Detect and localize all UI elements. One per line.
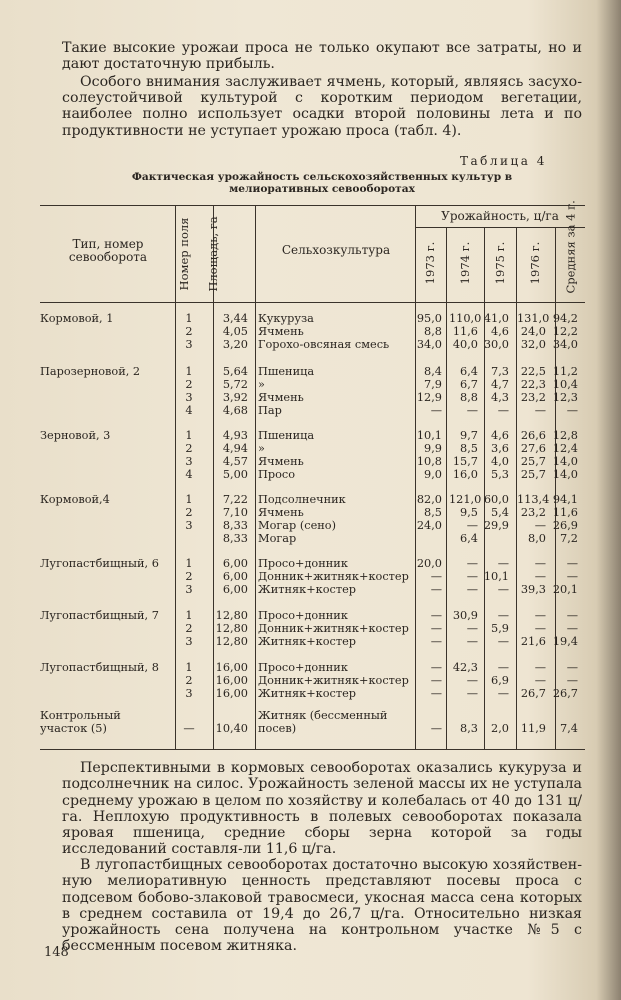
rotation-type-label: Кормовой,4 xyxy=(40,493,110,506)
header-rotation-type: Тип, номер севооборота xyxy=(68,237,148,264)
yield-1974-cell: — xyxy=(466,519,478,532)
crop-cell: » xyxy=(258,442,265,455)
yield-1976-cell: — xyxy=(534,570,546,583)
yield-1973-cell: 7,9 xyxy=(424,378,442,391)
yield-average-cell: 26,9 xyxy=(552,519,578,532)
area-cell: 4,68 xyxy=(222,404,248,417)
yield-1974-cell: 8,8 xyxy=(460,391,478,404)
yield-1976-cell: 22,5 xyxy=(520,365,546,378)
yield-1975-cell: 4,6 xyxy=(491,325,509,338)
crop-cell: Просо+донник xyxy=(258,557,348,570)
yield-1974-cell: — xyxy=(466,622,478,635)
table-top-rule xyxy=(40,205,585,206)
table-title: Фактическая урожайность сельскохозяйственных культур в мелиоративных севооборотах xyxy=(131,171,513,195)
yield-average-cell: 7,4 xyxy=(560,722,578,735)
header-year-1976: 1976 г. xyxy=(528,241,542,285)
area-cell: 10,40 xyxy=(215,722,248,735)
table-row xyxy=(40,429,585,442)
area-cell: 7,10 xyxy=(222,506,248,519)
yield-average-cell: 12,8 xyxy=(552,429,578,442)
yield-average-cell: — xyxy=(566,404,578,417)
yield-1976-cell: 26,6 xyxy=(520,429,546,442)
yield-1973-cell: 24,0 xyxy=(416,519,442,532)
header-yield: Урожайность, ц/га xyxy=(441,209,559,223)
yield-1976-cell: 25,7 xyxy=(520,468,546,481)
yield-1973-cell: 10,1 xyxy=(416,429,442,442)
yield-1976-cell: 27,6 xyxy=(520,442,546,455)
yield-1976-cell: 113,4 xyxy=(517,493,550,506)
yield-1974-cell: 121,0 xyxy=(449,493,482,506)
area-cell: 5,00 xyxy=(222,468,248,481)
rotation-type-label: Контрольный участок (5) xyxy=(40,709,121,735)
field-number-cell: 4 xyxy=(185,468,193,481)
header-year-1973: 1973 г. xyxy=(423,241,437,285)
yield-1973-cell: — xyxy=(430,687,442,700)
area-cell: 5,64 xyxy=(222,365,248,378)
yield-1974-cell: 110,0 xyxy=(449,312,482,325)
field-number-cell: 2 xyxy=(185,570,193,583)
yield-1973-cell: — xyxy=(430,674,442,687)
table-row xyxy=(40,570,585,583)
field-number-cell: 4 xyxy=(185,404,193,417)
yield-1973-cell: — xyxy=(430,622,442,635)
field-number-cell: 1 xyxy=(185,312,193,325)
field-number-cell: 2 xyxy=(185,622,193,635)
yield-average-cell: 12,3 xyxy=(552,391,578,404)
field-number-cell: 1 xyxy=(185,661,193,674)
yield-1975-cell: — xyxy=(497,557,509,570)
yield-1974-cell: — xyxy=(466,674,478,687)
paragraph-barley: Особого внимания заслуживает ячмень, который, являясь засухо-солеустойчивой культурой с коротким периодом вегетации, наиболее полно использует осадки второй половины лета и по продуктивности не уступает урожаю проса (табл. 4). xyxy=(62,74,582,139)
table-row xyxy=(40,442,585,455)
yield-1976-cell: — xyxy=(534,609,546,622)
yield-1973-cell: — xyxy=(430,404,442,417)
yield-average-cell: 11,6 xyxy=(552,506,578,519)
crop-cell: Ячмень xyxy=(258,455,304,468)
header-crop: Сельхозкультура xyxy=(281,243,391,257)
yield-average-cell: 94,2 xyxy=(552,312,578,325)
yield-1974-cell: 8,5 xyxy=(460,442,478,455)
area-cell: 4,57 xyxy=(222,455,248,468)
yield-average-cell: 34,0 xyxy=(552,338,578,351)
field-number-cell: 1 xyxy=(185,493,193,506)
header-field-number: Номер поля xyxy=(177,217,191,291)
yield-1974-cell: 16,0 xyxy=(452,468,478,481)
area-cell: 4,94 xyxy=(222,442,248,455)
yield-1973-cell: 20,0 xyxy=(416,557,442,570)
area-cell: 3,92 xyxy=(222,391,248,404)
yield-1974-cell: 6,7 xyxy=(460,378,478,391)
crop-cell: Подсолнечник xyxy=(258,493,346,506)
table-row xyxy=(40,519,585,532)
area-cell: 6,00 xyxy=(222,570,248,583)
table-row xyxy=(40,583,585,596)
yield-average-cell: — xyxy=(566,570,578,583)
area-cell: 3,20 xyxy=(222,338,248,351)
field-number-cell: 2 xyxy=(185,674,193,687)
field-number-cell: 2 xyxy=(185,325,193,338)
yield-1976-cell: 24,0 xyxy=(520,325,546,338)
yield-average-cell: — xyxy=(566,674,578,687)
yield-1976-cell: 8,0 xyxy=(528,532,546,545)
yield-1976-cell: — xyxy=(534,519,546,532)
yield-1974-cell: 6,4 xyxy=(460,365,478,378)
rotation-type-label: Лугопастбищный, 8 xyxy=(40,661,159,674)
crop-cell: Ячмень xyxy=(258,506,304,519)
field-number-cell: 3 xyxy=(185,455,193,468)
field-number-cell: 1 xyxy=(185,429,193,442)
area-cell: 12,80 xyxy=(215,622,248,635)
yield-1974-cell: — xyxy=(466,635,478,648)
crop-cell: Горохо-овсяная смесь xyxy=(258,338,390,351)
area-cell: 4,05 xyxy=(222,325,248,338)
table-row xyxy=(40,661,585,674)
yield-1974-cell: 8,3 xyxy=(460,722,478,735)
yield-average-cell: 26,7 xyxy=(552,687,578,700)
field-number-cell: 2 xyxy=(185,378,193,391)
yield-1973-cell: 8,4 xyxy=(424,365,442,378)
crop-cell: Кукуруза xyxy=(258,312,314,325)
table-row xyxy=(40,391,585,404)
table-row xyxy=(40,609,585,622)
table-row xyxy=(40,557,585,570)
table-row xyxy=(40,338,585,351)
yield-1973-cell: 12,9 xyxy=(416,391,442,404)
yield-1973-cell: 9,0 xyxy=(424,468,442,481)
yield-1973-cell: — xyxy=(430,635,442,648)
rotation-type-label: Кормовой, 1 xyxy=(40,312,114,325)
area-cell: 12,80 xyxy=(215,635,248,648)
yield-1975-cell: 5,4 xyxy=(491,506,509,519)
field-number-cell: 2 xyxy=(185,506,193,519)
table-row xyxy=(40,325,585,338)
yield-1976-cell: 23,2 xyxy=(520,391,546,404)
field-number-cell: 3 xyxy=(185,338,193,351)
yield-average-cell: 14,0 xyxy=(552,455,578,468)
crop-cell: Просо+донник xyxy=(258,609,348,622)
table-row xyxy=(40,622,585,635)
area-cell: 16,00 xyxy=(215,674,248,687)
area-cell: 16,00 xyxy=(215,661,248,674)
crop-cell: Пшеница xyxy=(258,429,315,442)
yield-1975-cell: 4,0 xyxy=(491,455,509,468)
table-row xyxy=(40,709,585,735)
field-number-cell: 1 xyxy=(185,557,193,570)
yield-1975-cell: 2,0 xyxy=(491,722,509,735)
table-row xyxy=(40,635,585,648)
header-area: Площадь, га xyxy=(206,216,220,292)
area-cell: 16,00 xyxy=(215,687,248,700)
area-cell: 6,00 xyxy=(222,583,248,596)
yield-1975-cell: 5,3 xyxy=(491,468,509,481)
table-number: Таблица 4 xyxy=(460,154,547,168)
crop-cell: Житняк+костер xyxy=(258,583,357,596)
crop-cell: Ячмень xyxy=(258,325,304,338)
yield-1973-cell: 8,8 xyxy=(424,325,442,338)
yield-1973-cell: 82,0 xyxy=(416,493,442,506)
field-number-cell: 3 xyxy=(185,391,193,404)
yield-1975-cell: 10,1 xyxy=(483,570,509,583)
yield-1974-cell: 42,3 xyxy=(452,661,478,674)
yield-1973-cell: 10,8 xyxy=(416,455,442,468)
crop-cell: » xyxy=(258,378,265,391)
header-year-1974: 1974 г. xyxy=(458,241,472,285)
yield-1975-cell: 4,6 xyxy=(491,429,509,442)
table-row xyxy=(40,532,585,545)
crop-cell: Просо+донник xyxy=(258,661,348,674)
yield-1974-cell: 9,7 xyxy=(460,429,478,442)
field-number-cell: 3 xyxy=(185,519,193,532)
rotation-type-label: Парозерновой, 2 xyxy=(40,365,141,378)
crop-cell: Житняк+костер xyxy=(258,635,357,648)
table-row xyxy=(40,365,585,378)
crop-cell: Ячмень xyxy=(258,391,304,404)
yield-average-cell: 20,1 xyxy=(552,583,578,596)
yield-1974-cell: — xyxy=(466,404,478,417)
yield-1974-cell: — xyxy=(466,583,478,596)
field-number-cell: 3 xyxy=(185,687,193,700)
yield-1976-cell: 23,2 xyxy=(520,506,546,519)
rotation-type-label: Зерновой, 3 xyxy=(40,429,111,442)
yield-average-cell: 10,4 xyxy=(552,378,578,391)
rotation-type-label: Лугопастбищный, 6 xyxy=(40,557,159,570)
yield-1974-cell: 40,0 xyxy=(452,338,478,351)
field-number-cell: 3 xyxy=(185,583,193,596)
field-number-cell: — xyxy=(183,722,195,735)
crop-cell: Пар xyxy=(258,404,282,417)
paragraph-pasture: В лугопастбищных севооборотах достаточно высокую хозяйствен-ную мелиоративную ценность представляют посевы проса с подсевом бобово-злаковой травосмеси, укосная масса сена которых в среднем составила от 19,4 до 26,7 ц/га. Относительно низкая урожайность сена получена на контрольном участке №5 с бессменным посевом житняка. xyxy=(62,857,582,955)
yield-1976-cell: — xyxy=(534,557,546,570)
yield-average-cell: — xyxy=(566,609,578,622)
table-header-rule xyxy=(40,302,585,303)
yield-1975-cell: 29,9 xyxy=(483,519,509,532)
yield-average-cell: — xyxy=(566,557,578,570)
yield-1974-cell: 11,6 xyxy=(452,325,478,338)
yield-1975-cell: 4,7 xyxy=(491,378,509,391)
yield-1976-cell: 39,3 xyxy=(520,583,546,596)
yield-1975-cell: — xyxy=(497,609,509,622)
yield-average-cell: — xyxy=(566,661,578,674)
yield-1975-cell: — xyxy=(497,687,509,700)
crop-cell: Житняк (бессменный посев) xyxy=(258,709,388,735)
yield-1976-cell: 22,3 xyxy=(520,378,546,391)
yield-average-cell: 7,2 xyxy=(560,532,578,545)
area-cell: 6,00 xyxy=(222,557,248,570)
yield-average-cell: 94,1 xyxy=(552,493,578,506)
yield-1976-cell: 25,7 xyxy=(520,455,546,468)
crop-cell: Просо xyxy=(258,468,296,481)
yield-1975-cell: 3,6 xyxy=(491,442,509,455)
yield-1973-cell: 8,5 xyxy=(424,506,442,519)
yield-1973-cell: 9,9 xyxy=(424,442,442,455)
area-cell: 7,22 xyxy=(222,493,248,506)
yield-1973-cell: — xyxy=(430,722,442,735)
field-number-cell: 3 xyxy=(185,635,193,648)
area-cell: 3,44 xyxy=(222,312,248,325)
yield-1975-cell: — xyxy=(497,404,509,417)
field-number-cell: 2 xyxy=(185,442,193,455)
yield-average-cell: 11,2 xyxy=(552,365,578,378)
crop-cell: Пшеница xyxy=(258,365,315,378)
yield-1975-cell: 7,3 xyxy=(491,365,509,378)
field-number-cell: 1 xyxy=(185,365,193,378)
yield-1973-cell: — xyxy=(430,661,442,674)
area-cell: 5,72 xyxy=(222,378,248,391)
table-row xyxy=(40,455,585,468)
area-cell: 8,33 xyxy=(222,519,248,532)
header-year-1975: 1975 г. xyxy=(493,241,507,285)
crop-cell: Донник+житняк+костер xyxy=(258,674,409,687)
yield-1975-cell: 30,0 xyxy=(483,338,509,351)
paragraph-intro: Такие высокие урожаи проса не только окупают все затраты, но и дают достаточную прибыль. xyxy=(62,40,582,73)
yield-1973-cell: 95,0 xyxy=(416,312,442,325)
yield-average-cell: 12,4 xyxy=(552,442,578,455)
yield-1974-cell: 6,4 xyxy=(460,532,478,545)
field-number-cell: 1 xyxy=(185,609,193,622)
table-bottom-rule xyxy=(40,749,585,750)
table-row xyxy=(40,404,585,417)
crop-cell: Житняк+костер xyxy=(258,687,357,700)
yield-1975-cell: 5,9 xyxy=(491,622,509,635)
table-row xyxy=(40,493,585,506)
crop-cell: Донник+житняк+костер xyxy=(258,570,409,583)
yield-1974-cell: — xyxy=(466,687,478,700)
table-row xyxy=(40,506,585,519)
table-row xyxy=(40,378,585,391)
yield-1974-cell: 9,5 xyxy=(460,506,478,519)
yield-1976-cell: — xyxy=(534,661,546,674)
yield-1976-cell: 32,0 xyxy=(520,338,546,351)
yield-1976-cell: 21,6 xyxy=(520,635,546,648)
yield-1976-cell: — xyxy=(534,622,546,635)
yield-1973-cell: 34,0 xyxy=(416,338,442,351)
yield-1974-cell: — xyxy=(466,557,478,570)
crop-cell: Могар (сено) xyxy=(258,519,337,532)
yield-average-cell: 19,4 xyxy=(552,635,578,648)
yield-average-cell: 14,0 xyxy=(552,468,578,481)
crop-cell: Могар xyxy=(258,532,297,545)
yield-1974-cell: 15,7 xyxy=(452,455,478,468)
yield-average-cell: 12,2 xyxy=(552,325,578,338)
paragraph-forage: Перспективными в кормовых севооборотах оказались кукуруза и подсолнечник на силос. Урожайность зеленой массы их не уступала среднему урожаю в целом по хозяйству и колебалась от 40 до 131 ц/га. Неплохую продуктивность в полевых севооборотах показала яровая пшеница, средние сборы зерна которой за годы исследований составля-ли 11,6 ц/га. xyxy=(62,760,582,858)
yield-1976-cell: 11,9 xyxy=(520,722,546,735)
yield-1975-cell: 6,9 xyxy=(491,674,509,687)
crop-cell: Донник+житняк+костер xyxy=(258,622,409,635)
yield-1974-cell: — xyxy=(466,570,478,583)
table-row xyxy=(40,312,585,325)
yield-1976-cell: — xyxy=(534,404,546,417)
area-cell: 12,80 xyxy=(215,609,248,622)
page-number: 148 xyxy=(44,945,69,960)
yield-1975-cell: — xyxy=(497,635,509,648)
yield-1973-cell: — xyxy=(430,583,442,596)
yield-1975-cell: 60,0 xyxy=(483,493,509,506)
table-row xyxy=(40,687,585,700)
yield-1975-cell: — xyxy=(497,583,509,596)
yield-1973-cell: — xyxy=(430,609,442,622)
yield-1976-cell: — xyxy=(534,674,546,687)
yield-1974-cell: 30,9 xyxy=(452,609,478,622)
table-row xyxy=(40,674,585,687)
yield-1973-cell: — xyxy=(430,570,442,583)
header-average: Средняя за 4 г. xyxy=(563,200,578,294)
yield-average-cell: — xyxy=(566,622,578,635)
yield-1975-cell: — xyxy=(497,661,509,674)
rotation-type-label: Лугопастбищный, 7 xyxy=(40,609,159,622)
yield-1976-cell: 26,7 xyxy=(520,687,546,700)
area-cell: 8,33 xyxy=(222,532,248,545)
area-cell: 4,93 xyxy=(222,429,248,442)
yield-1975-cell: 4,3 xyxy=(491,391,509,404)
yield-1975-cell: 41,0 xyxy=(483,312,509,325)
table-row xyxy=(40,468,585,481)
yield-1976-cell: 131,0 xyxy=(517,312,550,325)
